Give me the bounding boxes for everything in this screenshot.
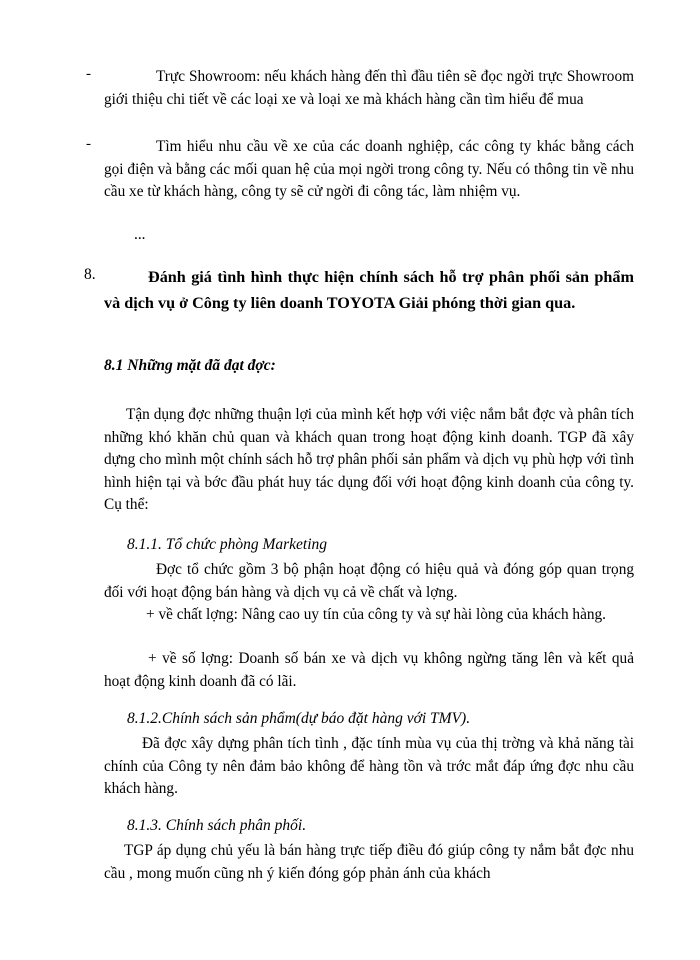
section-number: 8.	[84, 266, 96, 283]
section-heading: Đánh giá tình hình thực hiện chính sách hỗ trợ phân phối sản phẩm và dịch vụ ở Công ty liên doanh TOYOTA Giải phóng thời gian qua.	[104, 268, 634, 312]
paragraph-quantity: + về số lợng: Doanh số bán xe và dịch vụ không ngừng tăng lên và kết quả hoạt động kinh doanh đã có lãi.	[104, 650, 634, 690]
paragraph-marketing: Đợc tổ chức gồm 3 bộ phận hoạt động có hiệu quả và đóng góp quan trọng đối với hoạt động bán hàng và dịch vụ cả về chất và lợng.	[104, 561, 634, 601]
subsection-title-marketing: 8.1.1. Tổ chức phòng Marketing	[127, 536, 328, 553]
ellipsis: ...	[134, 226, 146, 243]
subsection-title: 8.1 Những mặt đã đạt đợc:	[104, 357, 276, 374]
subsection-title-product: 8.1.2.Chính sách sản phẩm(dự báo đặt hàng với TMV).	[127, 710, 471, 727]
paragraph-intro: Tận dụng đợc những thuận lợi của mình kết hợp với việc nắm bắt đợc và phân tích những khó khăn chủ quan và khách quan trong hoạt động kinh doanh. TGP đã xây dựng cho mình một chính sách hỗ trợ phân phối sản phẩm và dịch vụ phù hợp với tình hình hiện tại và bớc đầu phát huy tác dụng đối với hoạt động kinh doanh của công ty. Cụ thể:	[104, 406, 634, 513]
bullet-paragraph-research: Tìm hiểu nhu cầu về xe của các doanh nghiệp, các công ty khác bằng cách gọi điện và bằng các mối quan hệ của mọi ngời trong công ty. Nếu có thông tin về nhu cầu xe từ khách hàng, công ty sẽ cử ngời đi công tác, làm nhiệm vụ.	[104, 138, 634, 200]
paragraph-distribution: TGP áp dụng chủ yếu là bán hàng trực tiếp điều đó giúp công ty nắm bắt đợc nhu cầu , mong muốn cũng nh ý kiến đóng góp phản ánh của khách	[104, 842, 634, 882]
bullet-marker: -	[86, 66, 91, 82]
paragraph-product: Đã đợc xây dựng phân tích tình , đặc tính mùa vụ của thị trờng và khả năng tài chính của Công ty nên đảm bảo không để hàng tồn và trớc mắt đáp ứng đợc nhu cầu khách hàng.	[104, 735, 634, 797]
paragraph-quality: + về chất lợng: Nâng cao uy tín của công ty và sự hài lòng của khách hàng.	[146, 606, 606, 623]
subsection-title-distribution: 8.1.3. Chính sách phân phối.	[127, 817, 307, 834]
bullet-marker: -	[86, 136, 91, 152]
bullet-paragraph-showroom: Trực Showroom: nếu khách hàng đến thì đầu tiên sẽ đọc ngời trực Showroom giới thiệu chi tiết về các loại xe và loại xe mà khách hàng cần tìm hiểu để mua	[104, 68, 634, 108]
